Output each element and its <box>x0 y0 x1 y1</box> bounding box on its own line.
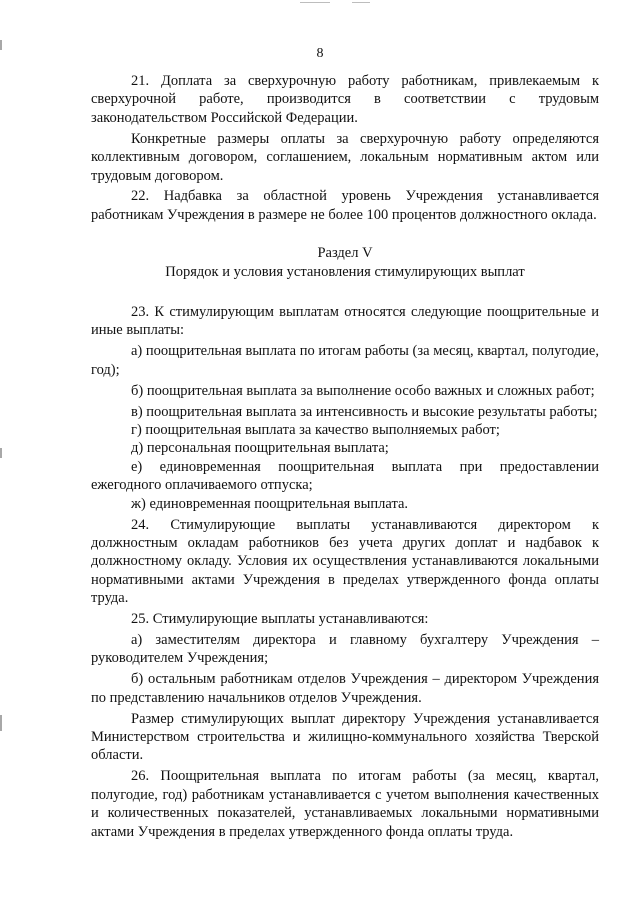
paragraph: а) заместителям директора и главному бухгалтеру Учреждения – руководителем Учреждения; <box>91 631 599 667</box>
binding-mark <box>0 448 2 458</box>
section-heading <box>91 244 599 281</box>
binding-mark <box>0 715 2 731</box>
paragraph: 24. Стимулирующие выплаты устанавливаются директором к должностным окладам работников без учета других доплат и надбавок к должностному окладу. Условия их осуществления устанавливаются локальными нормативными актами Учреждения в пределах утвержденного фонда оплаты труда. <box>91 516 599 607</box>
paragraph: д) персональная поощрительная выплата; <box>131 440 389 457</box>
paragraph: Конкретные размеры оплаты за сверхурочную работу определяются коллективным договором, соглашением, локальным нормативным актом или трудовым договором. <box>91 130 599 184</box>
paragraph: а) поощрительная выплата по итогам работы (за месяц, квартал, полугодие, год); <box>91 343 599 378</box>
paragraph: 23. К стимулирующим выплатам относятся следующие поощрительные и иные выплаты: <box>91 304 599 339</box>
paragraph: 26. Поощрительная выплата по итогам работы (за месяц, квартал, полугодие, год) работникам устанавливается с учетом выполнения качественных и количественных показателей, устанавливаемых локальными нормативными актами Учреждения в пределах утвержденного фонда оплаты труда. <box>91 768 599 840</box>
paragraph: Размер стимулирующих выплат директору Учреждения устанавливается Министерством строительства и жилищно-коммунального хозяйства Тверской области. <box>91 710 599 764</box>
section-title: Раздел V <box>317 245 373 262</box>
page-number: 8 <box>316 46 324 61</box>
paragraph: 22. Надбавка за областной уровень Учреждения устанавливается работникам Учреждения в размере не более 100 процентов должностного оклада. <box>91 188 599 223</box>
paragraph: 25. Стимулирующие выплаты устанавливаются: <box>131 611 429 628</box>
section-v-body <box>91 303 599 841</box>
paragraph: б) поощрительная выплата за выполнение особо важных и сложных работ; <box>131 382 595 399</box>
paragraph: в) поощрительная выплата за интенсивность и высокие результаты работы; <box>131 403 598 420</box>
paragraph: б) остальным работникам отделов Учреждения – директором Учреждения по представлению начальников отделов Учреждения. <box>91 671 599 706</box>
paragraph: е) единовременная поощрительная выплата при предоставлении ежегодного оплачиваемого отпуска; <box>91 458 599 494</box>
scan-mark <box>300 2 330 3</box>
paragraph: г) поощрительная выплата за качество выполняемых работ; <box>131 422 500 438</box>
scan-mark <box>352 2 370 3</box>
section-iv-tail <box>91 72 599 224</box>
paragraph: ж) единовременная поощрительная выплата. <box>131 495 409 512</box>
document-body <box>91 72 599 841</box>
section-subtitle: Порядок и условия установления стимулирующих выплат <box>165 263 525 280</box>
paragraph: 21. Доплата за сверхурочную работу работникам, привлекаемым к сверхурочной работе, производится в соответствии с трудовым законодательством Российской Федерации. <box>91 73 599 126</box>
